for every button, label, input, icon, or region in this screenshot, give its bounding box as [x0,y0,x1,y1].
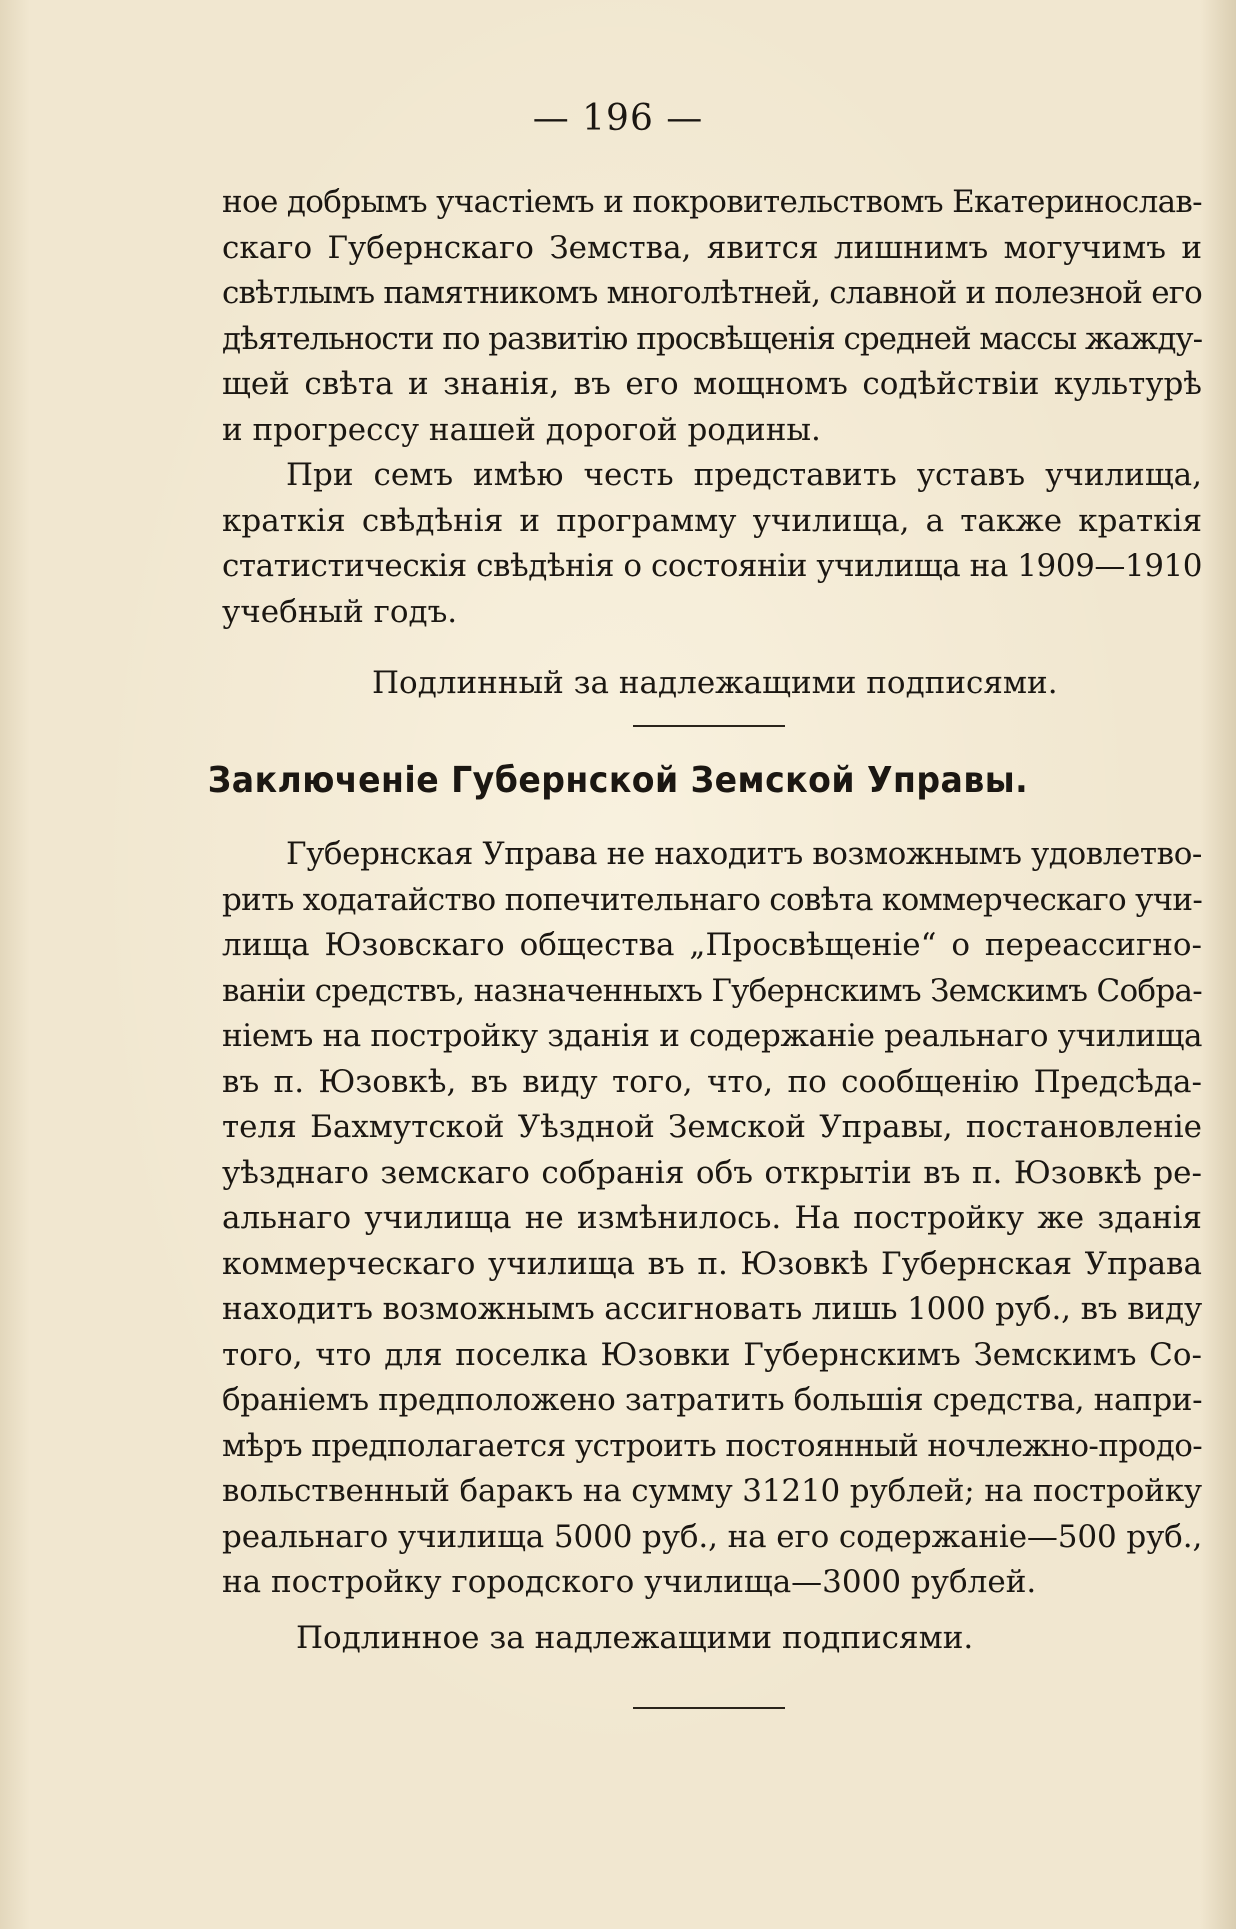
text-line: рить ходатайство попечительнаго совѣта коммерческаго учи- [222,881,1203,918]
signature-line: Подлинный за надлежащими подписями. [372,665,1058,701]
text-line: скаго Губернскаго Земства, явится лишнимъ могучимъ и [222,229,1202,266]
text-line: и прогрессу нашей дорогой родины. [222,411,821,448]
text-line: При семъ имѣю честь представить уставъ училища, [286,457,1202,493]
text-line: реальнаго училища 5000 руб., на его содержаніе—500 руб., [222,1518,1203,1555]
page-number: — 196 — [532,98,704,139]
text-line: дѣятельности по развитію просвѣщенія средней массы жажду- [222,320,1203,357]
text-line: ное добрымъ участіемъ и покровительствомъ Екатеринослав- [222,184,1202,220]
text-line: лища Юзовскаго общества „Просвѣщеніе“ о переассигно- [222,927,1202,963]
end-divider [633,1707,785,1709]
paragraph-continuation [222,180,1202,635]
text-line: теля Бахмутской Уѣздной Земской Управы, постановленіе [222,1109,1202,1145]
signature-line: Подлинное за надлежащими подписями. [296,1619,974,1656]
text-line: на постройку городского училища—3000 рублей. [222,1564,1037,1600]
section-heading: Заключеніе Губернской Земской Управы. [207,760,1029,801]
text-line: браніемъ предположено затратить большія средства, напри- [222,1382,1203,1418]
conclusion-paragraph [222,832,1202,1661]
signature-note-1 [222,661,1202,707]
text-line: свѣтлымъ памятникомъ многолѣтней, славной и полезной его [222,275,1202,311]
text-line: находитъ возможнымъ ассигновать лишь 1000 руб., въ виду [222,1291,1203,1327]
text-line: краткія свѣдѣнія и программу училища, а также краткія [222,502,1202,539]
text-line: коммерческаго училища въ п. Юзовкѣ Губернская Управа [222,1245,1202,1282]
text-line: альнаго училища не измѣнилось. На постройку же зданія [222,1200,1202,1236]
text-line: уѣзднаго земскаго собранія объ открытіи въ п. Юзовкѣ ре- [222,1154,1202,1191]
text-line: учебный годъ. [222,593,458,630]
text-line: въ п. Юзовкѣ, въ виду того, что, по сообщенію Предсѣда- [222,1063,1202,1100]
text-line: того, что для поселка Юзовки Губернскимъ Земскимъ Со- [222,1336,1202,1373]
text-line: ніемъ на постройку зданія и содержаніе реальнаго училища [222,1018,1203,1054]
text-line: вольственный баракъ на сумму 31210 рублей; на постройку [222,1473,1202,1509]
section-divider [633,725,785,727]
text-line: Губернская Управа не находитъ возможнымъ удовлетво- [286,836,1202,872]
text-line: ваніи средствъ, назначенныхъ Губернскимъ Земскимъ Собра- [222,972,1202,1009]
text-line: щей свѣта и знанія, въ его мощномъ содѣйствіи культурѣ [222,366,1202,402]
text-line: статистическія свѣдѣнія о состояніи училища на 1909—1910 [222,548,1203,584]
text-line: мѣръ предполагается устроить постоянный ночлежно-продо- [222,1427,1203,1464]
